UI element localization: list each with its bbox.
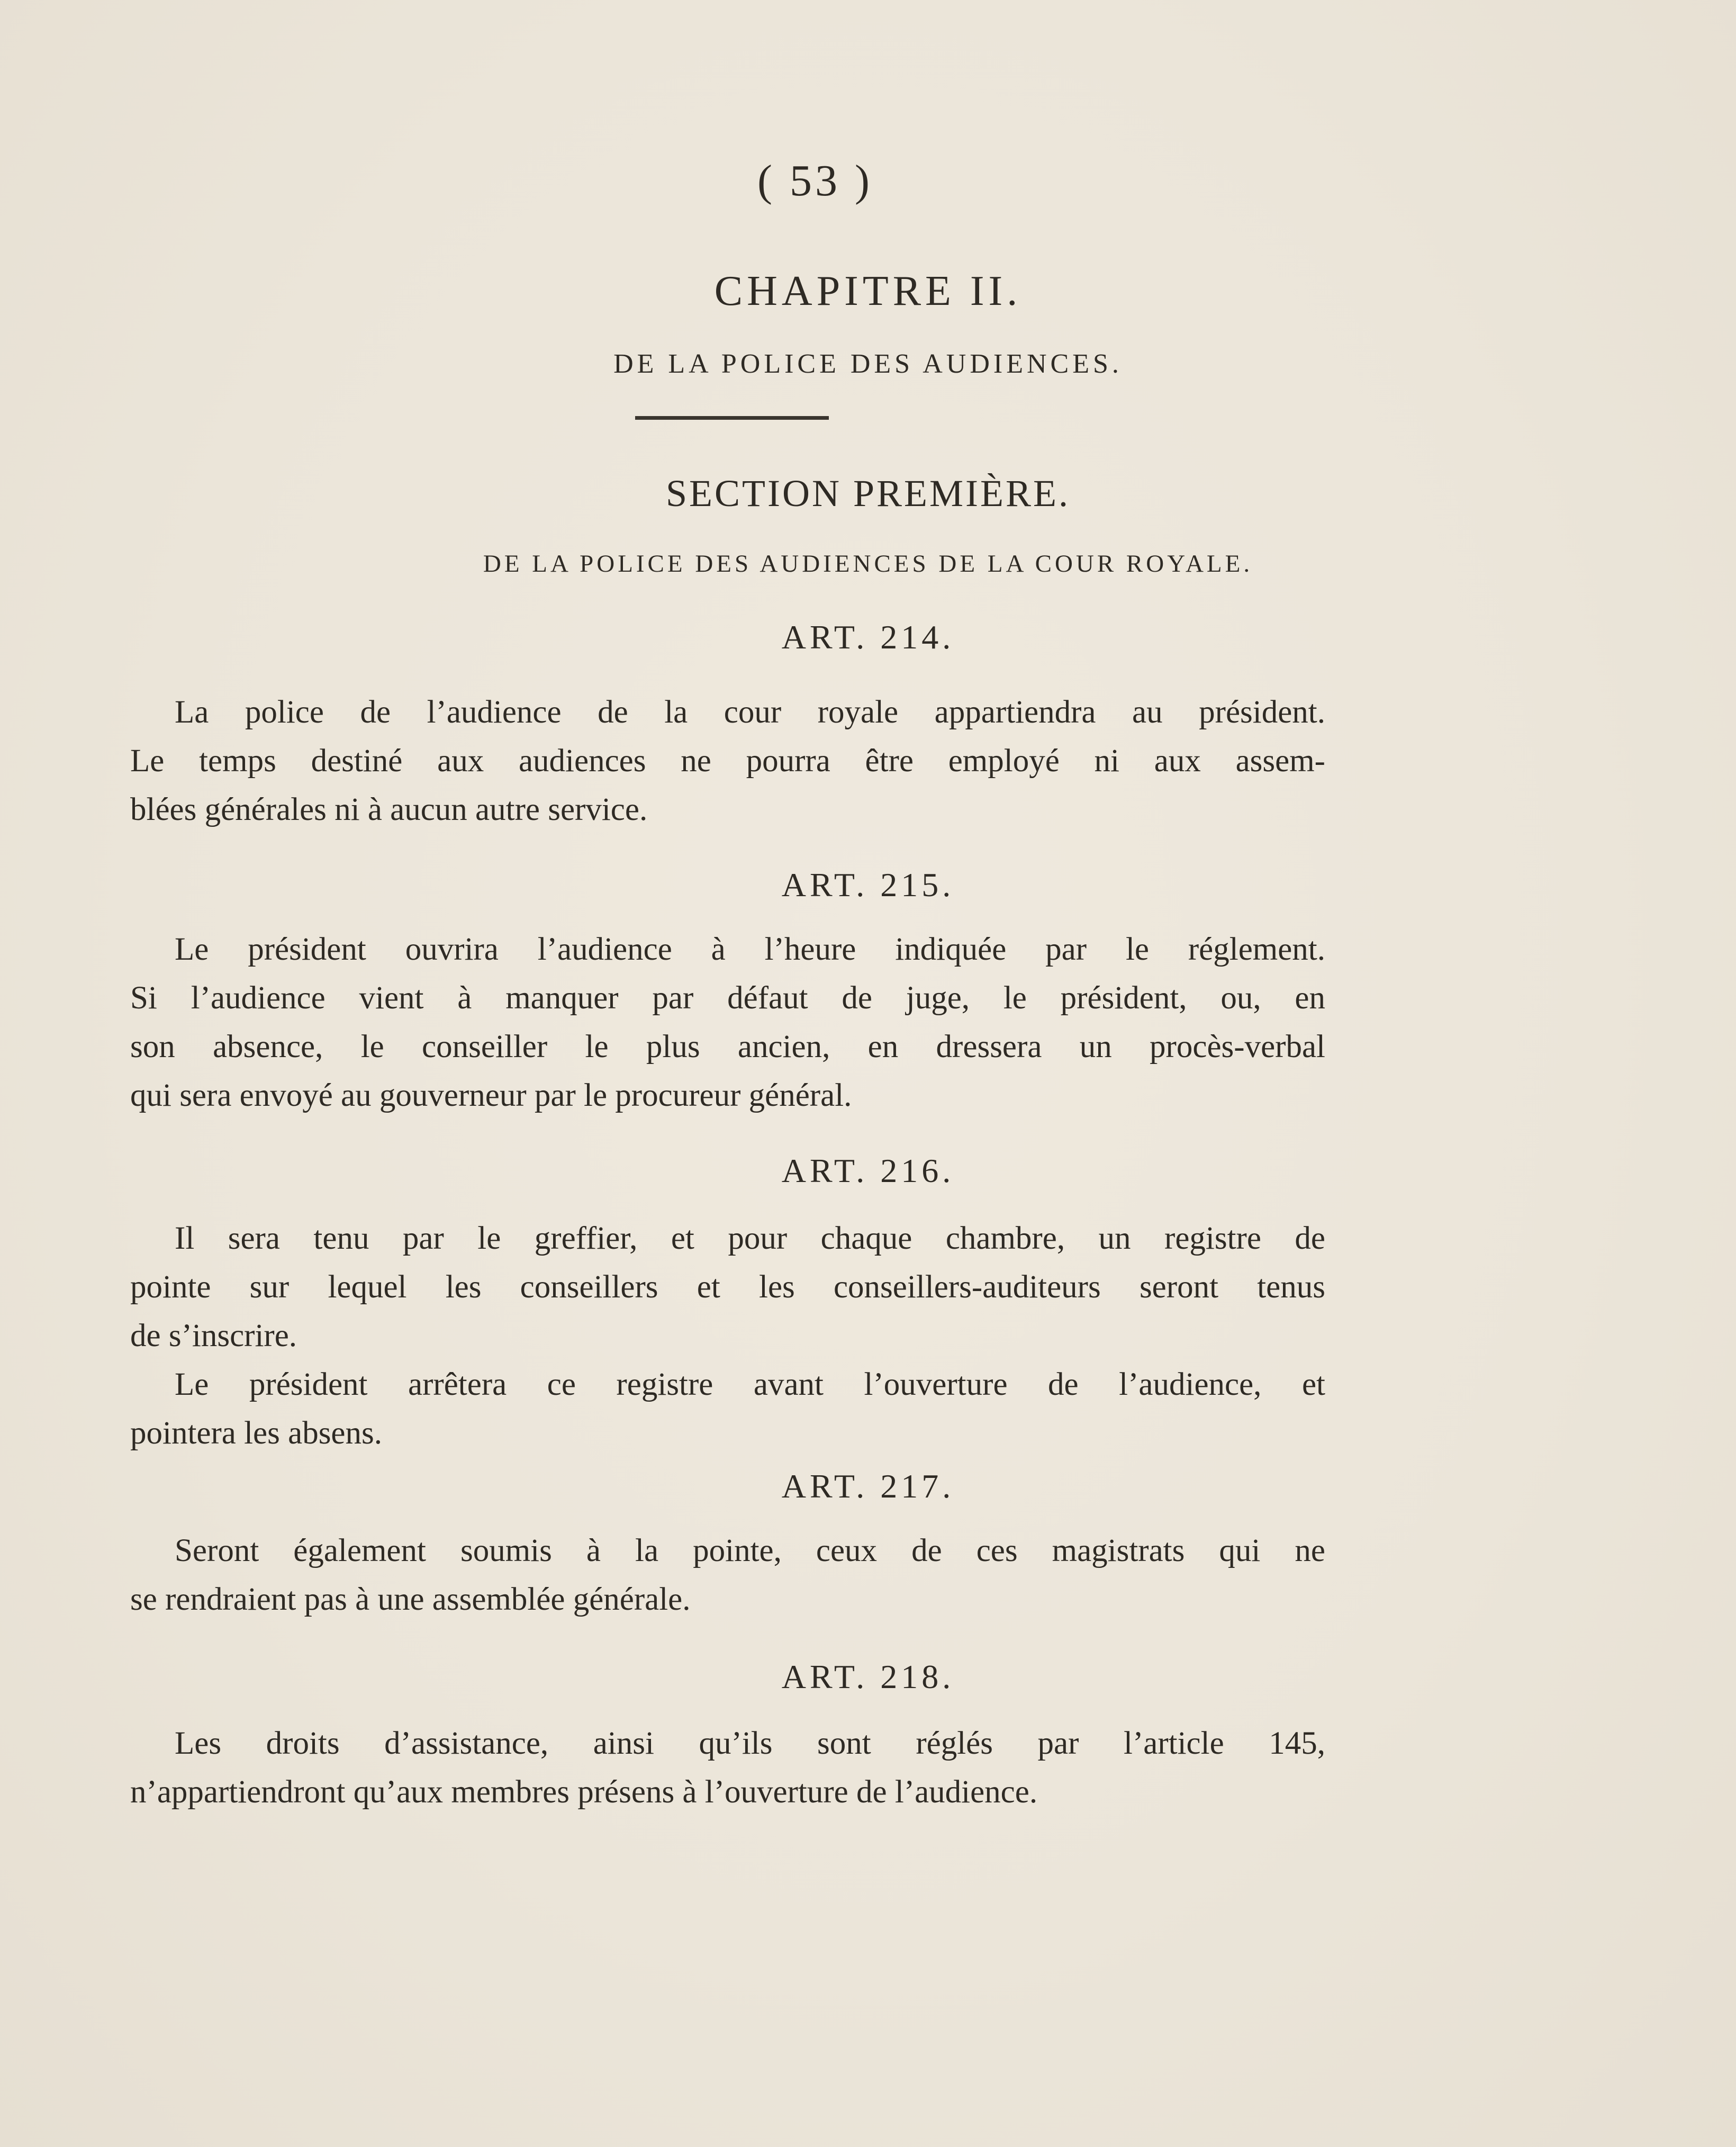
article-line: Le président ouvrira l’audience à l’heure indiquée par le réglement. [175, 932, 1325, 967]
article-heading-214: ART. 214. [781, 618, 955, 656]
article-body-214 [130, 688, 1325, 834]
chapter-title: CHAPITRE II. [714, 268, 1022, 314]
article-body-217 [130, 1527, 1325, 1624]
article-line: se rendraient pas à une assemblée générale. [130, 1582, 691, 1617]
article-body-218 [130, 1719, 1325, 1817]
section-subtitle: DE LA POLICE DES AUDIENCES DE LA COUR ROYALE. [483, 550, 1253, 578]
article-body-216 [130, 1214, 1325, 1458]
article-body-215 [130, 925, 1325, 1120]
page-number: ( 53 ) [757, 156, 873, 205]
article-heading-215: ART. 215. [781, 866, 955, 904]
article-line: pointera les absens. [130, 1415, 382, 1451]
article-line: Il sera tenu par le greffier, et pour chaque chambre, un registre de [175, 1221, 1325, 1256]
article-line: n’appartiendront qu’aux membres présens à l’ouverture de l’audience. [130, 1774, 1038, 1810]
article-line: Les droits d’assistance, ainsi qu’ils sont réglés par l’article 145, [175, 1726, 1325, 1761]
article-line: Seront également soumis à la pointe, ceux de ces magistrats qui ne [175, 1533, 1325, 1568]
article-line: La police de l’audience de la cour royale appartiendra au président. [175, 694, 1325, 730]
article-line: Le président arrêtera ce registre avant l’ouverture de l’audience, et [175, 1367, 1325, 1402]
article-line: qui sera envoyé au gouverneur par le procureur général. [130, 1078, 852, 1113]
chapter-subtitle: DE LA POLICE DES AUDIENCES. [613, 349, 1123, 379]
divider-rule [635, 416, 829, 420]
article-heading-216: ART. 216. [781, 1152, 955, 1189]
section-title: SECTION PREMIÈRE. [665, 472, 1071, 515]
article-line: Si l’audience vient à manquer par défaut de juge, le président, ou, en [130, 980, 1325, 1016]
article-line: blées générales ni à aucun autre service. [130, 792, 648, 827]
article-line: de s’inscrire. [130, 1318, 297, 1354]
article-heading-218: ART. 218. [781, 1658, 955, 1695]
article-line: son absence, le conseiller le plus ancien, en dressera un procès-verbal [130, 1029, 1325, 1065]
article-line: pointe sur lequel les conseillers et les conseillers-auditeurs seront tenus [130, 1269, 1325, 1305]
article-line: Le temps destiné aux audiences ne pourra être employé ni aux assem- [130, 743, 1325, 779]
article-heading-217: ART. 217. [781, 1467, 955, 1505]
